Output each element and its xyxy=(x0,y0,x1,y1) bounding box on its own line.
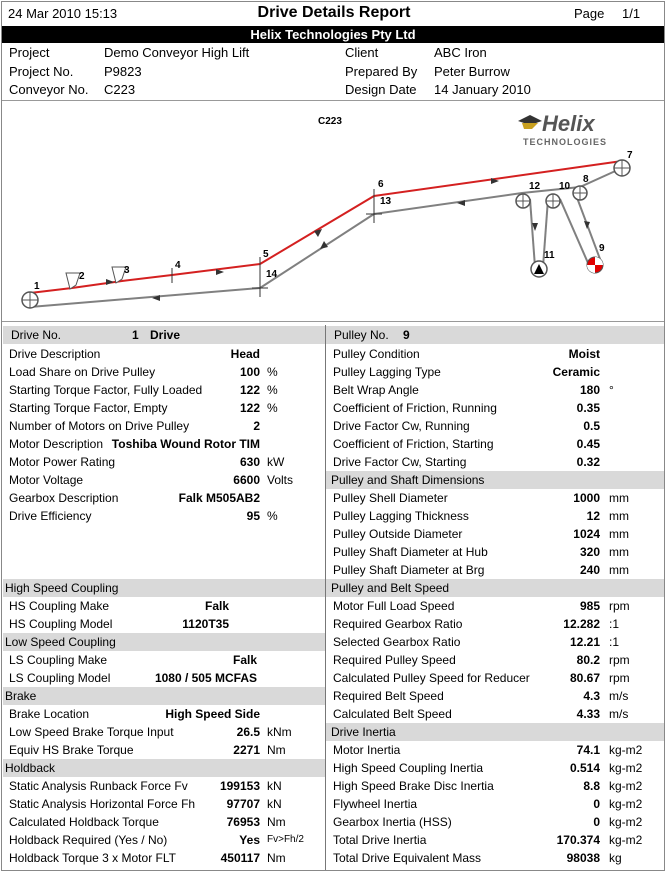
field-label: Drive Description xyxy=(9,347,101,361)
field-row xyxy=(333,813,664,831)
field-row xyxy=(9,489,325,507)
field-unit: kg-m2 xyxy=(609,833,643,847)
field-row xyxy=(9,705,325,723)
field-label: Motor Voltage xyxy=(9,473,84,487)
field-row xyxy=(333,597,664,615)
field-value: 2271 xyxy=(233,743,260,757)
field-label: Belt Wrap Angle xyxy=(333,383,419,397)
field-unit: rpm xyxy=(609,671,630,685)
field-value: 320 xyxy=(579,545,600,559)
project-label: Project xyxy=(9,45,50,60)
field-row xyxy=(9,669,325,687)
field-label: Coefficient of Friction, Starting xyxy=(333,437,494,451)
field-row xyxy=(333,399,664,417)
field-value: 4.33 xyxy=(576,707,600,721)
field-value: Yes xyxy=(239,833,260,847)
field-unit: m/s xyxy=(609,707,629,721)
pulley-label-1: 1 xyxy=(34,281,40,292)
field-value: 2 xyxy=(253,419,260,433)
field-label: Required Gearbox Ratio xyxy=(333,617,463,631)
field-row xyxy=(9,651,325,669)
field-label: Brake Location xyxy=(9,707,90,721)
field-label: Motor Description xyxy=(9,437,104,451)
field-unit: mm xyxy=(609,509,629,523)
field-value: 630 xyxy=(239,455,260,469)
field-row xyxy=(333,435,664,453)
field-value: 97707 xyxy=(226,797,260,811)
field-label: Pulley Shaft Diameter at Hub xyxy=(333,545,488,559)
field-value: 0.45 xyxy=(576,437,600,451)
drive-strand-b xyxy=(560,199,588,263)
field-value: 0 xyxy=(593,815,600,829)
field-label: HS Coupling Make xyxy=(9,599,110,613)
field-label: High Speed Brake Disc Inertia xyxy=(333,779,494,793)
field-label: Total Drive Inertia xyxy=(333,833,427,847)
field-row xyxy=(333,633,664,651)
drive-no-value: 1 xyxy=(132,328,139,342)
pulley-header-bar xyxy=(326,326,664,344)
pulley-10-icon xyxy=(546,194,560,208)
field-row xyxy=(9,849,325,867)
field-value: 26.5 xyxy=(236,725,260,739)
field-value: 450117 xyxy=(220,851,260,865)
field-unit: Fv>Fh/2 xyxy=(267,834,304,845)
shaft-title: Pulley and Shaft Dimensions xyxy=(326,471,664,489)
prepared-by-value: Peter Burrow xyxy=(434,64,510,79)
field-unit: mm xyxy=(609,563,629,577)
pulley-9-drive-icon xyxy=(587,257,603,273)
field-row xyxy=(9,597,325,615)
field-label: Drive Factor Cw, Starting xyxy=(333,455,467,469)
field-row xyxy=(333,687,664,705)
field-value: Moist xyxy=(568,347,600,361)
field-row xyxy=(333,669,664,687)
field-label: Starting Torque Factor, Fully Loaded xyxy=(9,383,203,397)
field-unit: kg-m2 xyxy=(609,761,643,775)
field-label: Calculated Pulley Speed for Reducer xyxy=(333,671,530,685)
field-value: Head xyxy=(230,347,260,361)
field-unit: mm xyxy=(609,545,629,559)
field-row xyxy=(9,831,325,849)
field-row xyxy=(9,435,325,453)
logo-main-text: Helix xyxy=(542,111,595,136)
field-unit: Nm xyxy=(267,851,286,865)
field-value: 74.1 xyxy=(576,743,600,757)
field-unit: ° xyxy=(609,383,614,397)
drive-name: Drive xyxy=(150,328,181,342)
field-label: Calculated Holdback Torque xyxy=(9,815,159,829)
field-row xyxy=(333,453,664,471)
field-value: Falk M505AB2 xyxy=(178,491,260,505)
field-unit: rpm xyxy=(609,653,630,667)
field-row xyxy=(333,543,664,561)
pulley-label-7: 7 xyxy=(627,150,633,161)
take-up-strand-left xyxy=(530,199,535,267)
field-unit: Volts xyxy=(267,473,294,487)
field-value: 170.374 xyxy=(556,833,600,847)
field-row xyxy=(333,777,664,795)
field-value: 0.32 xyxy=(576,455,600,469)
pulley-label-9: 9 xyxy=(599,243,605,254)
field-unit: mm xyxy=(609,527,629,541)
field-label: Pulley Lagging Type xyxy=(333,365,441,379)
field-row xyxy=(333,525,664,543)
field-value: 100 xyxy=(239,365,260,379)
pulley-label-2: 2 xyxy=(79,271,85,282)
field-label: Starting Torque Factor, Empty xyxy=(9,401,168,415)
ls-coupling-title: Low Speed Coupling xyxy=(3,633,325,651)
pulley-1-icon xyxy=(22,292,38,308)
helix-logo xyxy=(518,111,607,147)
field-row xyxy=(9,363,325,381)
field-unit: % xyxy=(267,383,278,397)
field-label: Selected Gearbox Ratio xyxy=(333,635,461,649)
field-row xyxy=(333,759,664,777)
field-row xyxy=(333,849,664,867)
field-row xyxy=(9,345,325,363)
pulley-label-6: 6 xyxy=(378,179,384,190)
field-label: Required Belt Speed xyxy=(333,689,444,703)
client-value: ABC Iron xyxy=(434,45,487,60)
field-label: Coefficient of Friction, Running xyxy=(333,401,497,415)
field-label: Pulley Outside Diameter xyxy=(333,527,463,541)
project-no-label: Project No. xyxy=(9,64,74,79)
field-value: Toshiba Wound Rotor TIM xyxy=(111,437,260,451)
field-value: 0.35 xyxy=(576,401,600,415)
field-value: 95 xyxy=(246,509,260,523)
design-date-value: 14 January 2010 xyxy=(434,82,531,97)
field-label: Motor Inertia xyxy=(333,743,401,757)
field-row xyxy=(9,777,325,795)
pulley-label-11: 11 xyxy=(544,250,555,261)
field-row xyxy=(333,705,664,723)
field-label: LS Coupling Model xyxy=(9,671,111,685)
field-label: LS Coupling Make xyxy=(9,653,108,667)
field-label: Static Analysis Horizontal Force Fh xyxy=(9,797,196,811)
drive-header-bar xyxy=(3,326,325,344)
field-label: Pulley Shaft Diameter at Brg xyxy=(333,563,485,577)
speed-title: Pulley and Belt Speed xyxy=(326,579,664,597)
field-row xyxy=(9,723,325,741)
field-unit: kN xyxy=(267,797,282,811)
field-label: Gearbox Inertia (HSS) xyxy=(333,815,452,829)
field-row xyxy=(9,471,325,489)
field-label: Pulley Shell Diameter xyxy=(333,491,448,505)
pulley-label-12: 12 xyxy=(529,181,541,192)
field-label: High Speed Coupling Inertia xyxy=(333,761,484,775)
drive-no-label: Drive No. xyxy=(11,328,62,342)
field-row xyxy=(333,381,664,399)
field-value: Falk xyxy=(232,653,257,667)
field-label: Required Pulley Speed xyxy=(333,653,456,667)
field-unit: kN xyxy=(267,779,282,793)
field-value: High Speed Side xyxy=(165,707,260,721)
field-label: Calculated Belt Speed xyxy=(333,707,452,721)
hs-coupling-title: High Speed Coupling xyxy=(3,579,325,597)
pulley-no-label: Pulley No. xyxy=(334,328,389,342)
field-unit: rpm xyxy=(609,599,630,613)
pulley-12-icon xyxy=(516,194,530,208)
field-unit: kg xyxy=(609,851,622,865)
field-label: Holdback Required (Yes / No) xyxy=(9,833,168,847)
pulley-8-icon xyxy=(573,186,587,200)
field-value: Falk xyxy=(204,599,229,613)
field-row xyxy=(9,507,325,525)
inertia-title: Drive Inertia xyxy=(326,723,664,741)
field-value: 985 xyxy=(579,599,600,613)
field-value: 1080 / 505 MCFAS xyxy=(154,671,257,685)
logo-sub-text: TECHNOLOGIES xyxy=(523,137,608,147)
pulley-label-4: 4 xyxy=(175,260,181,271)
field-row xyxy=(9,417,325,435)
field-label: Motor Full Load Speed xyxy=(333,599,455,613)
field-value: 80.67 xyxy=(569,671,600,685)
field-label: Total Drive Equivalent Mass xyxy=(333,851,482,865)
prepared-by-label: Prepared By xyxy=(345,64,418,79)
field-row xyxy=(333,345,664,363)
field-row xyxy=(333,831,664,849)
field-label: Motor Power Rating xyxy=(9,455,116,469)
design-date-label: Design Date xyxy=(345,82,417,97)
field-unit: kg-m2 xyxy=(609,779,643,793)
company-bar: Helix Technologies Pty Ltd xyxy=(2,26,664,43)
pulley-no-value: 9 xyxy=(403,328,410,342)
drive-strand-a xyxy=(576,195,600,259)
pulley-11-icon xyxy=(531,261,547,277)
field-value: 180 xyxy=(579,383,600,397)
field-label: Drive Efficiency xyxy=(9,509,92,523)
cross-markers xyxy=(172,189,382,297)
field-label: Static Analysis Runback Force Fv xyxy=(9,779,188,793)
holdback-title: Holdback xyxy=(3,759,325,777)
field-row xyxy=(333,615,664,633)
pulley-7-icon xyxy=(614,160,630,176)
conveyor-diagram xyxy=(2,100,664,322)
field-row xyxy=(333,741,664,759)
field-row xyxy=(333,795,664,813)
conveyor-no-label: Conveyor No. xyxy=(9,82,89,97)
field-unit: kg-m2 xyxy=(609,815,643,829)
field-value: 1120T35 xyxy=(182,617,229,631)
pulley-label-8: 8 xyxy=(583,174,589,185)
field-row xyxy=(9,615,325,633)
field-row xyxy=(9,453,325,471)
field-value: 12 xyxy=(586,509,600,523)
field-row xyxy=(9,795,325,813)
field-unit: kg-m2 xyxy=(609,797,643,811)
field-value: 122 xyxy=(239,383,260,397)
field-value: 12.21 xyxy=(569,635,600,649)
field-row xyxy=(333,507,664,525)
field-label: Gearbox Description xyxy=(9,491,119,505)
field-unit: :1 xyxy=(609,635,620,649)
field-value: 12.282 xyxy=(563,617,600,631)
field-value: 0 xyxy=(593,797,600,811)
field-label: Holdback Torque 3 x Motor FLT xyxy=(9,851,176,865)
field-label: Low Speed Brake Torque Input xyxy=(9,725,174,739)
pulley-label-5: 5 xyxy=(263,249,269,260)
field-row xyxy=(333,651,664,669)
field-label: Equiv HS Brake Torque xyxy=(9,743,134,757)
project-no-value: P9823 xyxy=(104,64,142,79)
pulley-label-14: 14 xyxy=(266,269,278,280)
field-unit: kW xyxy=(267,455,285,469)
field-value: 8.8 xyxy=(583,779,600,793)
field-value: 4.3 xyxy=(583,689,600,703)
field-unit: % xyxy=(267,509,278,523)
field-label: Flywheel Inertia xyxy=(333,797,418,811)
field-value: 199153 xyxy=(219,779,260,793)
field-unit: kNm xyxy=(267,725,292,739)
field-label: Number of Motors on Drive Pulley xyxy=(9,419,190,433)
field-value: 0.514 xyxy=(569,761,600,775)
conveyor-profile-svg xyxy=(2,101,664,321)
column-divider xyxy=(325,325,326,870)
conveyor-no-value: C223 xyxy=(104,82,136,97)
field-value: 0.5 xyxy=(583,419,600,433)
page-label: Page xyxy=(574,6,605,21)
field-label: Pulley Lagging Thickness xyxy=(333,509,469,523)
field-label: Load Share on Drive Pulley xyxy=(9,365,156,379)
pulley-label-13: 13 xyxy=(380,196,392,207)
field-unit: % xyxy=(267,365,278,379)
field-label: Pulley Condition xyxy=(333,347,420,361)
page-number: 1/1 xyxy=(622,6,641,21)
field-unit: Nm xyxy=(267,743,286,757)
brake-title: Brake xyxy=(3,687,325,705)
field-row xyxy=(9,381,325,399)
field-unit: kg-m2 xyxy=(609,743,643,757)
field-value: 1000 xyxy=(573,491,600,505)
field-value: 76953 xyxy=(226,815,260,829)
field-value: 240 xyxy=(579,563,600,577)
field-value: 6600 xyxy=(233,473,260,487)
field-row xyxy=(9,741,325,759)
field-row xyxy=(333,417,664,435)
field-row xyxy=(9,399,325,417)
field-unit: % xyxy=(267,401,278,415)
field-value: 98038 xyxy=(566,851,600,865)
field-unit: :1 xyxy=(609,617,620,631)
field-unit: mm xyxy=(609,491,629,505)
field-label: HS Coupling Model xyxy=(9,617,113,631)
field-value: 1024 xyxy=(573,527,600,541)
pulley-label-10: 10 xyxy=(559,181,571,192)
field-unit: Nm xyxy=(267,815,286,829)
field-value: 80.2 xyxy=(576,653,600,667)
pulley-label-3: 3 xyxy=(124,265,130,276)
field-unit: m/s xyxy=(609,689,629,703)
field-value: 122 xyxy=(239,401,260,415)
field-row xyxy=(333,561,664,579)
field-row xyxy=(333,489,664,507)
field-label: Drive Factor Cw, Running xyxy=(333,419,470,433)
report-title: Drive Details Report xyxy=(257,4,411,21)
report-date: 24 Mar 2010 15:13 xyxy=(8,6,118,21)
field-row xyxy=(9,813,325,831)
field-row xyxy=(333,363,664,381)
field-value: Ceramic xyxy=(552,365,600,379)
conveyor-id-label: C223 xyxy=(318,116,342,127)
client-label: Client xyxy=(345,45,379,60)
project-value: Demo Conveyor High Lift xyxy=(104,45,250,60)
